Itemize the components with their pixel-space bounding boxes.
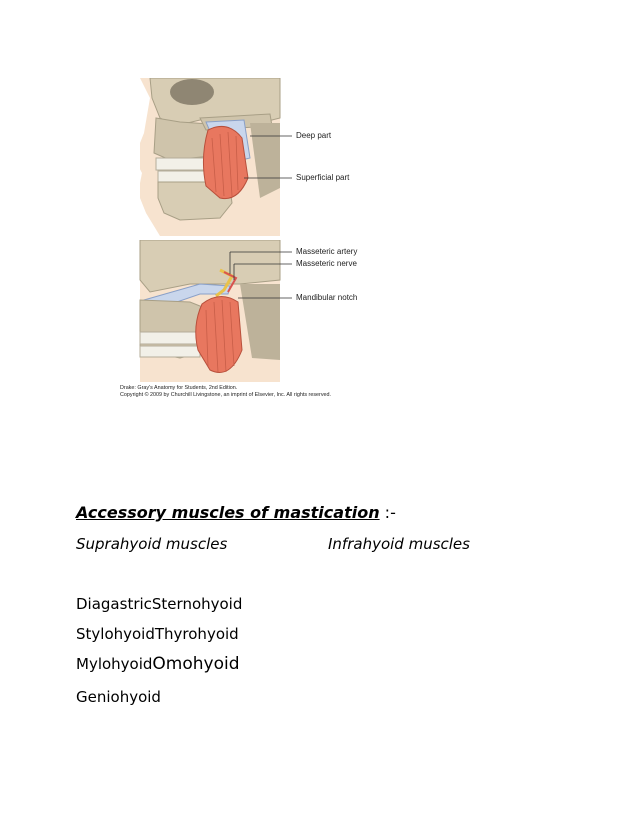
label-deep-part: Deep part <box>296 131 332 140</box>
suprahyoid-muscle: Mylohyoid <box>76 655 153 673</box>
section-heading <box>76 503 396 522</box>
suprahyoid-heading: Suprahyoid muscles <box>76 535 228 553</box>
muscle-row <box>76 688 161 706</box>
suprahyoid-muscle: Stylohyoid <box>76 625 155 643</box>
label-masseteric-nerve: Masseteric nerve <box>296 259 357 268</box>
label-masseteric-artery: Masseteric artery <box>296 247 358 256</box>
infrahyoid-muscle: Thyrohyoid <box>154 625 239 643</box>
infrahyoid-heading: Infrahyoid muscles <box>328 535 470 553</box>
infrahyoid-muscle: Sternohyoid <box>151 595 243 613</box>
suprahyoid-muscle: Geniohyoid <box>76 688 161 706</box>
muscle-row <box>76 654 240 674</box>
label-mandibular-notch: Mandibular notch <box>296 293 358 302</box>
muscle-row <box>76 625 239 643</box>
masseter-figure <box>120 78 380 408</box>
masseter-skull-illustration <box>120 78 380 238</box>
muscle-row <box>76 595 242 613</box>
section-title-suffix: :- <box>379 503 396 522</box>
label-superficial-part: Superficial part <box>296 173 350 182</box>
figure-caption-copyright: Copyright © 2009 by Churchill Livingstone, an imprint of Elsevier, Inc. All rights reserved. <box>120 392 332 398</box>
suprahyoid-muscle: Diagastric <box>76 595 152 613</box>
infrahyoid-muscle: Omohyoid <box>152 654 240 674</box>
section-title: Accessory muscles of mastication <box>76 503 380 522</box>
figure-caption-source: Drake: Gray's Anatomy for Students, 2nd Edition. <box>120 385 238 391</box>
